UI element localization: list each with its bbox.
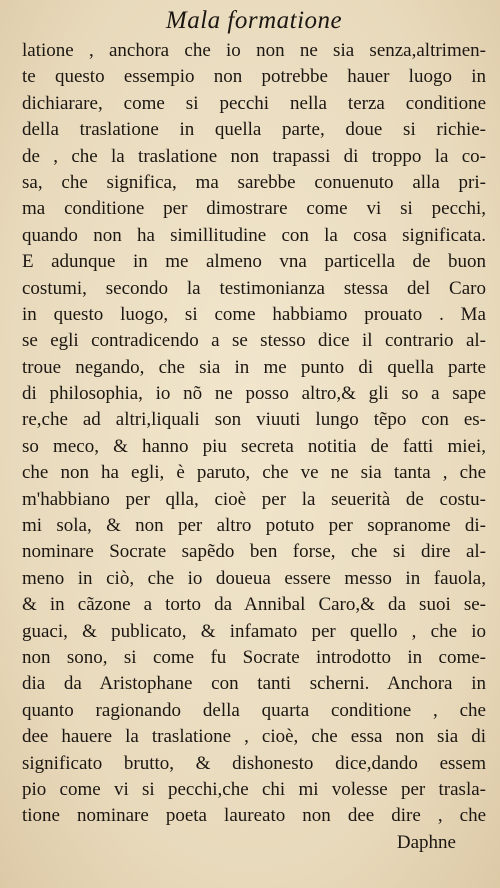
text-line: sa, che significa, ma sarebbe conuenuto alla pri- (22, 171, 486, 193)
text-line: dia da Aristophane con tanti scherni. Anchora in (22, 673, 486, 695)
text-line: nominare Socrate sapẽdo ben forse, che si dire al- (22, 541, 486, 563)
text-line: E adunque in me almeno vna particella de buon (22, 251, 486, 273)
text-line: de , che la traslatione non trapassi di troppo la co- (22, 145, 486, 167)
text-line: tione nominare poeta laureato non dee dire , che (22, 805, 486, 827)
text-line: & in cãzone a torto da Annibal Caro,& da suoi se- (22, 594, 486, 616)
text-line: m'habbiano per qlla, cioè per la seuerità de costu- (22, 488, 486, 510)
text-line: latione , anchora che io non ne sia senza,altrimen- (22, 40, 486, 61)
text-line: mi sola, & non per altro potuto per sopranome di- (22, 515, 486, 537)
catchword: Daphne (396, 831, 456, 853)
text-line: di philosophia, io nõ ne posso altro,& gli so a sape (22, 383, 486, 405)
text-line: troue negando, che sia in me punto di quella parte (22, 356, 486, 378)
text-line: quanto ragionando della quarta conditione , che (22, 699, 486, 721)
running-head: Mala formatione (165, 7, 343, 34)
text-line: dichiarare, come si pecchi nella terza conditione (22, 92, 486, 114)
text-line: non sono, si come fu Socrate introdotto in come- (22, 646, 486, 668)
text-line: se egli contradicendo a se stesso dice il contrario al- (22, 330, 486, 352)
text-line: quando non ha simillitudine con la cosa significata. (22, 224, 486, 246)
text-line: che non ha egli, è paruto, che ve ne sia tanta , che (22, 462, 486, 484)
text-line: te questo essempio non potrebbe hauer luogo in (22, 66, 486, 88)
text-line: della traslatione in quella parte, doue si richie- (22, 119, 486, 141)
text-line: re,che ad altri,liquali son viuuti lungo tẽpo con es- (22, 409, 486, 431)
text-line: pio come vi si pecchi,che chi mi volesse per trasla- (22, 778, 486, 800)
text-line: guaci, & publicato, & infamato per quello , che io (22, 620, 486, 642)
text-line: significato brutto, & dishonesto dice,dando essem (22, 752, 486, 774)
text-line: meno in ciò, che io doueua essere messo in fauola, (22, 567, 486, 589)
text-line: ma conditione per dimostrare come vi si pecchi, (22, 198, 486, 220)
body-text (22, 38, 486, 830)
text-line: costumi, secondo la testimonianza stessa del Caro (22, 277, 486, 299)
text-line: so meco, & hanno piu secreta notitia de fatti miei, (22, 435, 486, 457)
text-line: in questo luogo, si come habbiamo prouato . Ma (22, 303, 486, 325)
text-line: dee hauere la traslatione , cioè, che essa non sia di (22, 726, 486, 748)
